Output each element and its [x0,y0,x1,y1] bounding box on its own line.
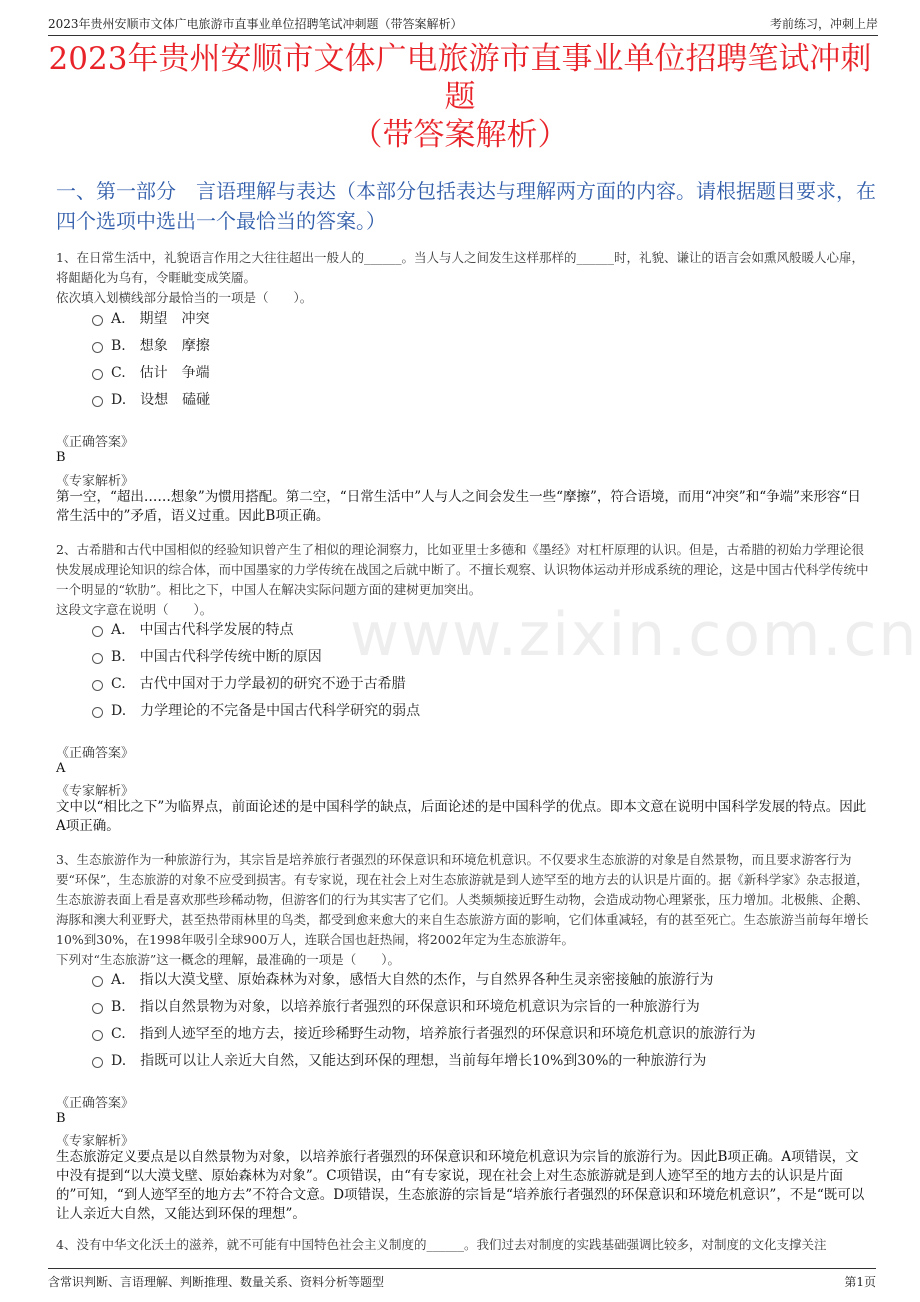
radio-icon[interactable] [92,680,103,691]
radio-icon[interactable] [92,1057,103,1068]
option-label: D. 指既可以让人亲近大自然，又能达到环保的理想，当前每年增长10%到30%的一种旅游行为 [111,1052,707,1069]
explanation-label: 《专家解析》 [56,474,135,489]
answer-value: B [56,450,66,465]
explanation-text: 生态旅游定义要点是以自然景物为对象，以培养旅行者强烈的环保意识和环境危机意识为宗旨的旅游行为。因此B项正确。A项错误，文中没有提到“以大漠戈壁、原始森林为对象”。C项错误，由“有专家说，现在社会上对生态旅游就是到人迹罕至的地方去的认识是片面的”可知，“到人迹罕至的地方去”不符合文意。D项错误，生态旅游的宗旨是“培养旅行者强烈的环保意识和环境危机意识”，不是“既可以让人亲近大自然，又能达到环保的理想”。 [56,1149,865,1222]
page-title [40,40,880,154]
option-c[interactable] [92,669,420,696]
page-number: 第1页 [844,1275,876,1289]
answer-label: 《正确答案》 [56,435,135,450]
option-label: D. 力学理论的不完备是中国古代科学研究的弱点 [111,702,421,719]
header-doc-title: 2023年贵州安顺市文体广电旅游市直事业单位招聘笔试冲刺题（带答案解析） [48,17,463,31]
option-label: C. 估计 争端 [111,364,210,381]
question-prompt: 下列对“生态旅游”这一概念的理解，最准确的一项是（ ）。 [56,952,401,967]
title-line-2: （带答案解析） [351,117,569,153]
radio-icon[interactable] [92,369,103,380]
page-footer [48,1268,876,1290]
answer-label: 《正确答案》 [56,1096,135,1111]
options-q2 [92,615,420,723]
question-1 [56,248,872,308]
answer-label: 《正确答案》 [56,746,135,761]
option-label: A. 中国古代科学发展的特点 [111,621,294,638]
explanation-label: 《专家解析》 [56,1134,135,1149]
question-2 [56,540,872,620]
option-b[interactable] [92,331,210,358]
answer-value: B [56,1111,66,1126]
watermark: www.zixin.com.cn [350,600,919,670]
header-slogan: 考前练习，冲刺上岸 [769,17,878,31]
option-c[interactable] [92,358,210,385]
option-a[interactable] [92,615,420,642]
question-text: 4、没有中华文化沃土的滋养，就不可能有中国特色社会主义制度的______。我们过去对制度的实践基础强调比较多，对制度的文化支撑关注 [56,1237,827,1252]
question-prompt: 依次填入划横线部分最恰当的一项是（ ）。 [56,290,313,305]
option-d[interactable] [92,385,210,412]
option-a[interactable] [92,965,756,992]
option-d[interactable] [92,1046,756,1073]
radio-icon[interactable] [92,1003,103,1014]
option-label: C. 指到人迹罕至的地方去，接近珍稀野生动物，培养旅行者强烈的环保意识和环境危机意识的旅游行为 [111,1025,756,1042]
question-prompt: 这段文字意在说明（ ）。 [56,602,213,617]
option-label: B. 中国古代科学传统中断的原因 [111,648,322,665]
title-line-1: 2023年贵州安顺市文体广电旅游市直事业单位招聘笔试冲刺题 [48,41,872,115]
section-heading: 一、第一部分 言语理解与表达（本部分包括表达与理解两方面的内容。请根据题目要求，在四个选项中选出一个最恰当的答案。） [56,179,876,233]
option-label: C. 古代中国对于力学最初的研究不逊于古希腊 [111,675,406,692]
option-label: A. 期望 冲突 [111,310,210,327]
explanation-text: 文中以“相比之下”为临界点，前面论述的是中国科学的缺点，后面论述的是中国科学的优点。即本文意在说明中国科学发展的特点。因此A项正确。 [56,799,867,834]
question-text: 3、生态旅游作为一种旅游行为，其宗旨是培养旅行者强烈的环保意识和环境危机意识。不仅要求生态旅游的对象是自然景物，而且要求游客行为要“环保”，生态旅游的对象不应受到损害。有专家说，现在社会上对生态旅游就是到人迹罕至的地方去的认识是片面的。据《新科学家》杂志报道，生态旅游表面上看是喜欢那些珍稀动物，但游客们的行为其实害了它们。人类频频接近野生动物，会造成动物心理紧张，压力增加。北极熊、企鹅、海豚和澳大利亚野犬，甚至热带雨林里的鸟类，都受到愈来愈大的来自生态旅游方面的影响，它们体重减轻，有的甚至死亡。生态旅游当前每年增长10%到30%，在1998年吸引全球900万人，连联合国也赶热闹，将2002年定为生态旅游年。 [56,852,869,947]
option-label: B. 指以自然景物为对象，以培养旅行者强烈的环保意识和环境危机意识为宗旨的一种旅游行为 [111,998,700,1015]
option-b[interactable] [92,992,756,1019]
option-label: A. 指以大漠戈壁、原始森林为对象，感悟大自然的杰作，与自然界各种生灵亲密接触的旅游行为 [111,971,714,988]
option-label: B. 想象 摩擦 [111,337,210,354]
footer-topics: 含常识判断、言语理解、判断推理、数量关系、资料分析等题型 [48,1275,385,1289]
answer-value: A [56,761,66,776]
radio-icon[interactable] [92,396,103,407]
options-q1 [92,304,210,412]
radio-icon[interactable] [92,1030,103,1041]
question-3 [56,850,872,970]
explanation-text: 第一空，“超出……想象”为惯用搭配。第二空，“日常生活中”人与人之间会发生一些“摩擦”，符合语境，而用“冲突”和“争端”来形容“日常生活中的”矛盾，语义过重。因此B项正确。 [56,489,861,524]
question-4 [56,1235,872,1255]
radio-icon[interactable] [92,342,103,353]
radio-icon[interactable] [92,315,103,326]
question-text: 1、在日常生活中，礼貌语言作用之大往往超出一般人的______。当人与人之间发生这样那样的______时，礼貌、谦让的语言会如熏风般暖人心扉，将龃龉化为乌有，令睚眦变成笑靥。 [56,250,864,285]
option-d[interactable] [92,696,420,723]
page-header [48,10,878,36]
option-c[interactable] [92,1019,756,1046]
question-text: 2、古希腊和古代中国相似的经验知识曾产生了相似的理论洞察力，比如亚里士多德和《墨经》对杠杆原理的认识。但是，古希腊的初始力学理论很快发展成理论知识的综合体，而中国墨家的力学传统在战国之后就中断了。不擅长观察、认识物体运动并形成系统的理论，这是中国古代科学传统中一个明显的“软肋”。相比之下，中国人在解决实际问题方面的建树更加突出。 [56,542,869,597]
radio-icon[interactable] [92,707,103,718]
option-b[interactable] [92,642,420,669]
option-a[interactable] [92,304,210,331]
options-q3 [92,965,756,1073]
option-label: D. 设想 磕碰 [111,391,211,408]
radio-icon[interactable] [92,653,103,664]
radio-icon[interactable] [92,626,103,637]
radio-icon[interactable] [92,976,103,987]
explanation-label: 《专家解析》 [56,784,135,799]
